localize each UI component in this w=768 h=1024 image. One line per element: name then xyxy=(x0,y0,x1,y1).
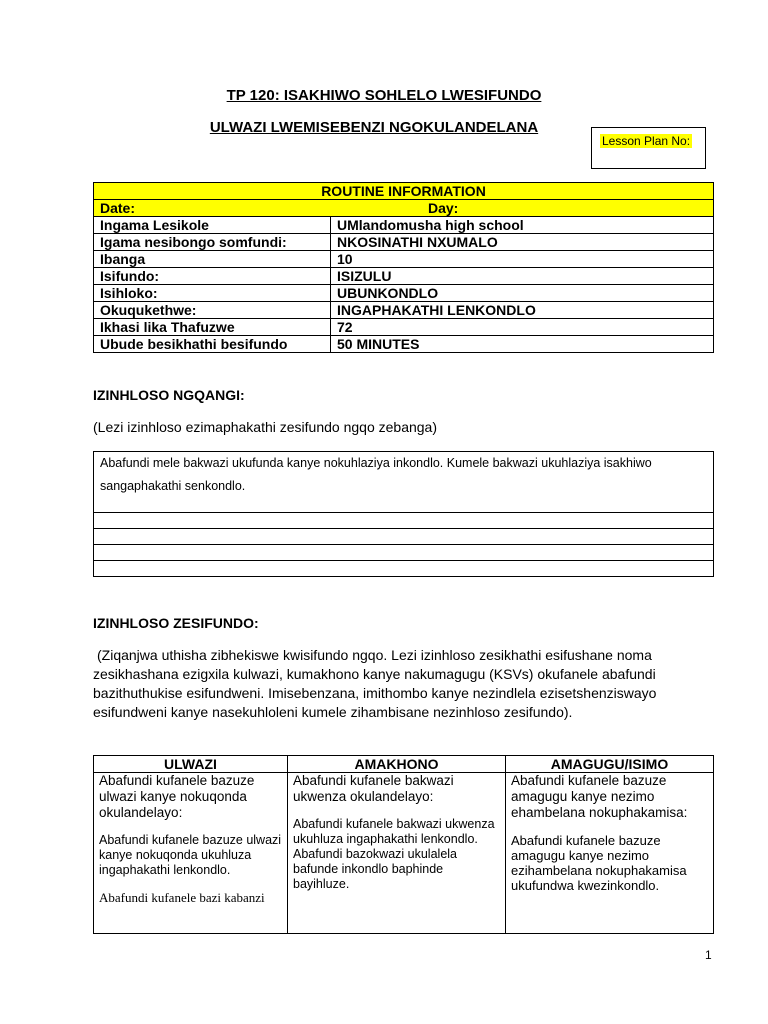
document-subtitle: ULWAZI LWEMISEBENZI NGOKULANDELANA xyxy=(209,119,539,136)
knowledge-extra: Abafundi kufanele bazi kabanzi xyxy=(99,890,265,905)
document-title: TP 120: ISAKHIWO SOHLELO LWESIFUNDO xyxy=(226,87,542,104)
day-label: Day: xyxy=(428,200,459,216)
knowledge-detail: Abafundi kufanele bazuze ulwazi kanye nokuqonda ukuhluza ingaphakathi lenkondlo. xyxy=(99,833,282,877)
lesson-plan-label: Lesson Plan No: xyxy=(602,134,691,148)
routine-info-table xyxy=(93,182,714,353)
table-row xyxy=(94,251,714,268)
main-goals-table xyxy=(93,451,714,577)
empty-row xyxy=(94,545,714,561)
table-row xyxy=(94,319,714,336)
row-label: Ingama Lesikole xyxy=(94,217,331,234)
table-row xyxy=(94,268,714,285)
page-number: 1 xyxy=(705,948,712,962)
main-goals-subtitle: (Lezi izinhloso ezimaphakathi zesifundo ngqo zebanga) xyxy=(93,419,437,435)
empty-row xyxy=(94,561,714,577)
row-label: Ubude besikhathi besifundo xyxy=(94,336,331,353)
table-row xyxy=(94,234,714,251)
table-row xyxy=(94,302,714,319)
table-row xyxy=(94,217,714,234)
row-value: INGAPHAKATHI LENKONDLO xyxy=(331,302,714,319)
skills-detail: Abafundi kufanele bakwazi ukwenza ukuhluza ingaphakathi lenkondlo. xyxy=(293,817,495,846)
row-label: Ibanga xyxy=(94,251,331,268)
date-label: Date: xyxy=(100,200,136,216)
row-label: Ikhasi lika Thafuzwe xyxy=(94,319,331,336)
ksv-table xyxy=(93,755,714,934)
header-ulwazi: ULWAZI xyxy=(94,756,288,773)
row-value: ISIZULU xyxy=(331,268,714,285)
empty-row xyxy=(94,513,714,529)
skills-intro: Abafundi kufanele bakwazi ukwenza okulandelayo: xyxy=(293,773,454,804)
empty-row xyxy=(94,529,714,545)
main-goals-text: Abafundi mele bakwazi ukufunda kanye nokuhlaziya inkondlo. Kumele bakwazi ukuhlaziya isakhiwo sangaphakathi senkondlo. xyxy=(94,452,714,513)
row-value: UMlandomusha high school xyxy=(331,217,714,234)
skills-extra: Abafundi bazokwazi ukulalela bafunde inkondlo baphinde bayihluze. xyxy=(293,847,457,891)
skills-cell xyxy=(288,773,506,934)
row-label: Igama nesibongo somfundi: xyxy=(94,234,331,251)
row-label: Okuqukethwe: xyxy=(94,302,331,319)
header-amakhono: AMAKHONO xyxy=(288,756,506,773)
row-label: Isifundo: xyxy=(94,268,331,285)
values-cell xyxy=(506,773,714,934)
knowledge-cell xyxy=(94,773,288,934)
row-label: Isihloko: xyxy=(94,285,331,302)
date-day-row xyxy=(94,200,714,217)
table-row xyxy=(94,285,714,302)
row-value: NKOSINATHI NXUMALO xyxy=(331,234,714,251)
lesson-goals-heading: IZINHLOSO ZESIFUNDO: xyxy=(93,615,259,631)
row-value: UBUNKONDLO xyxy=(331,285,714,302)
row-value: 72 xyxy=(331,319,714,336)
table-row xyxy=(94,336,714,353)
lesson-goals-paragraph: (Ziqanjwa uthisha zibhekiswe kwisifundo ngqo. Lezi izinhloso zesikhathi esifushane noma zesikhashana ezigxila kulwazi, kumakhono kanye nakumagugu (KSVs) okufanele abafundi bazithuthukise esifundweni. Imisebenzana, imithombo kanye nezindlela ezisetshenziswayo esifundweni kanye nasekuhloleni kumele zihambisane nezinhloso zesifundo). xyxy=(93,647,657,720)
values-detail: Abafundi kufanele bazuze amagugu kanye nezimo ezihambelana nokuphakamisa ukufundwa kwezinkondlo. xyxy=(511,833,687,893)
row-value: 50 MINUTES xyxy=(331,336,714,353)
main-goals-heading: IZINHLOSO NGQANGI: xyxy=(93,387,245,403)
routine-heading: ROUTINE INFORMATION xyxy=(94,183,714,200)
values-intro: Abafundi kufanele bazuze amagugu kanye nezimo ehambelana nokuphakamisa: xyxy=(511,773,688,820)
lesson-plan-box xyxy=(591,127,706,169)
header-amagugu: AMAGUGU/ISIMO xyxy=(506,756,714,773)
row-value: 10 xyxy=(331,251,714,268)
knowledge-intro: Abafundi kufanele bazuze ulwazi kanye nokuqonda okulandelayo: xyxy=(99,773,255,820)
